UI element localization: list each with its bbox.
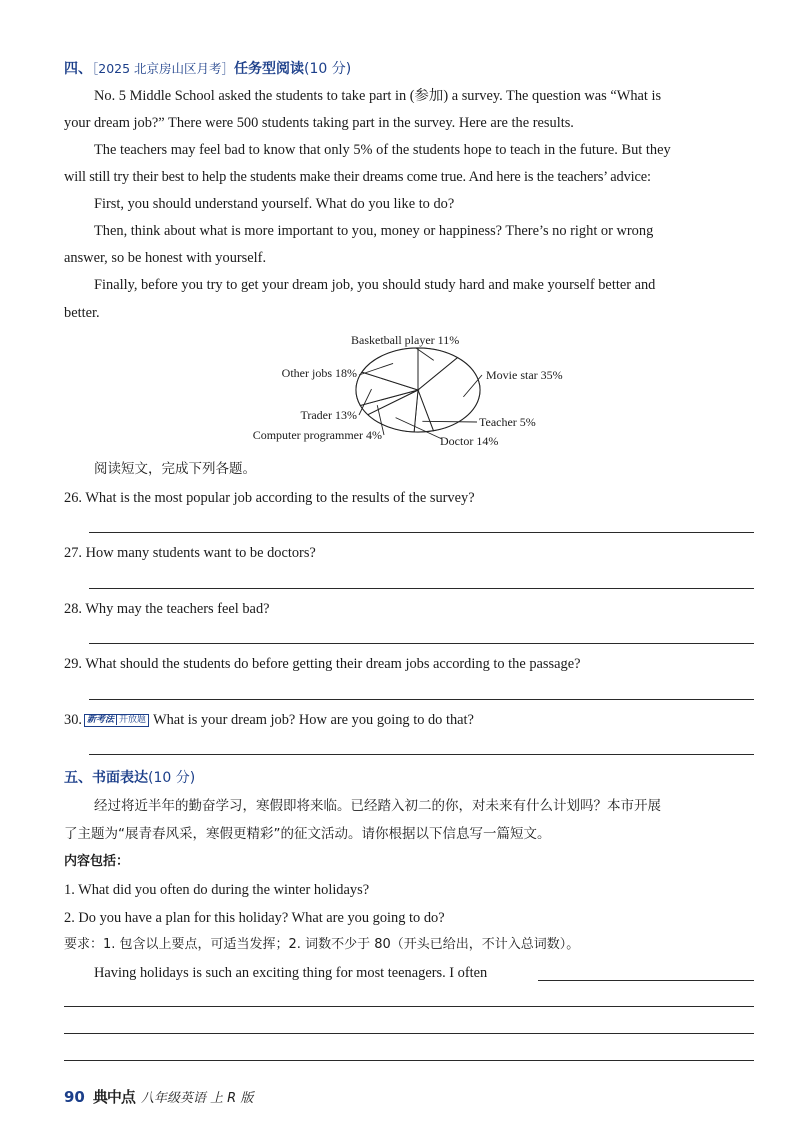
pie-label-teacher: Teacher 5% — [479, 415, 536, 429]
section-5-number: 五、 — [64, 770, 92, 786]
writing-item-1: 1. What did you often do during the winter holidays? — [64, 882, 370, 898]
pie-label-doctor: Doctor 14% — [440, 434, 499, 448]
writing-item-2: 2. Do you have a plan for this holiday? What are you going to do? — [64, 910, 445, 926]
section-4-number: 四、 — [64, 61, 92, 77]
pie-label-other-jobs: Other jobs 18% — [281, 366, 357, 380]
question-text: How many students want to be doctors? — [85, 545, 316, 561]
answer-line-29[interactable] — [89, 699, 754, 700]
passage-p5-line1: Finally, before you try to get your dream job, you should study hard and make yourself better and — [94, 277, 656, 293]
reading-instruction: 阅读短文，完成下列各题。 — [94, 461, 256, 477]
question-text: What is the most popular job according to the results of the survey? — [85, 490, 475, 506]
passage-p4-line1: Then, think about what is more important to you, money or happiness? There’s no right or wrong — [94, 223, 654, 239]
section-4-points: (10 分) — [304, 61, 352, 77]
writing-line-4[interactable] — [64, 1060, 754, 1061]
section-4-source: ［2025 北京房山区月考］ — [92, 61, 235, 76]
section-5-points: (10 分) — [148, 770, 196, 786]
question-30 — [64, 711, 754, 729]
pie-leader-line — [422, 421, 477, 422]
page-footer — [64, 1086, 253, 1107]
pie-label-basketball-player: Basketball player 11% — [351, 333, 460, 347]
question-27 — [64, 544, 754, 562]
content-label: 内容包括： — [64, 854, 130, 869]
passage-p1-line1: No. 5 Middle School asked the students to take part in (参加) a survey. The question was “What is — [94, 88, 662, 104]
question-26 — [64, 489, 754, 507]
passage-p2-line1: The teachers may feel bad to know that only 5% of the students hope to teach in the future. But they — [94, 142, 671, 158]
writing-requirements: 要求：1. 包含以上要点，可适当发挥；2. 词数不少于 80（开头已给出，不计入总词数）。 — [64, 937, 580, 952]
question-text: Why may the teachers feel bad? — [85, 601, 270, 617]
pie-label-computer-programmer: Computer programmer 4% — [252, 428, 382, 442]
writing-intro-line2: 了主题为“展青春风采，寒假更精彩”的征文活动。请你根据以下信息写一篇短文。 — [64, 826, 551, 842]
writing-opening: Having holidays is such an exciting thing for most teenagers. I often — [94, 965, 488, 981]
question-number: 28. — [64, 601, 82, 617]
tag-open-question: 开放题 — [116, 715, 146, 725]
question-29 — [64, 655, 754, 673]
question-number: 29. — [64, 656, 82, 672]
answer-line-26[interactable] — [89, 532, 754, 533]
section-5-header — [64, 769, 754, 787]
answer-line-30[interactable] — [89, 754, 754, 755]
section-4-title: 任务型阅读 — [234, 61, 305, 77]
question-text: What should the students do before getting their dream jobs according to the passage? — [85, 656, 581, 672]
question-number: 30. — [64, 712, 82, 728]
pie-label-movie-star: Movie star 35% — [486, 368, 563, 382]
section-5-title: 书面表达 — [92, 770, 148, 786]
survey-pie-chart — [220, 326, 600, 450]
tag-new-method: 新考法 — [87, 715, 115, 725]
question-number: 26. — [64, 490, 82, 506]
passage-p3: First, you should understand yourself. What do you like to do? — [94, 196, 455, 212]
section-4-header — [64, 60, 754, 78]
question-text: What is your dream job? How are you going to do that? — [153, 712, 474, 728]
writing-line-1[interactable] — [538, 980, 754, 981]
pie-label-trader: Trader 13% — [300, 408, 357, 422]
passage-p2-line2: will still try their best to help the students make their dreams come true. And here is the teachers’ advice: — [64, 169, 651, 185]
page-number: 90 — [64, 1088, 85, 1106]
new-method-open-question-tag — [84, 714, 149, 727]
publisher-logo: 典中点 — [92, 1088, 135, 1106]
answer-line-28[interactable] — [89, 643, 754, 644]
writing-intro-line1: 经过将近半年的勤奋学习，寒假即将来临。已经踏入初二的你，对未来有什么计划吗？本市开展 — [94, 798, 661, 814]
passage-p5-line2: better. — [64, 305, 100, 321]
writing-line-2[interactable] — [64, 1006, 754, 1007]
question-number: 27. — [64, 545, 82, 561]
book-title: 八年级英语 上 R 版 — [140, 1091, 254, 1106]
passage-p4-line2: answer, so be honest with yourself. — [64, 250, 267, 266]
answer-line-27[interactable] — [89, 588, 754, 589]
writing-line-3[interactable] — [64, 1033, 754, 1034]
passage-p1-line2: your dream job?” There were 500 students taking part in the survey. Here are the results. — [64, 115, 574, 131]
question-28 — [64, 600, 754, 618]
